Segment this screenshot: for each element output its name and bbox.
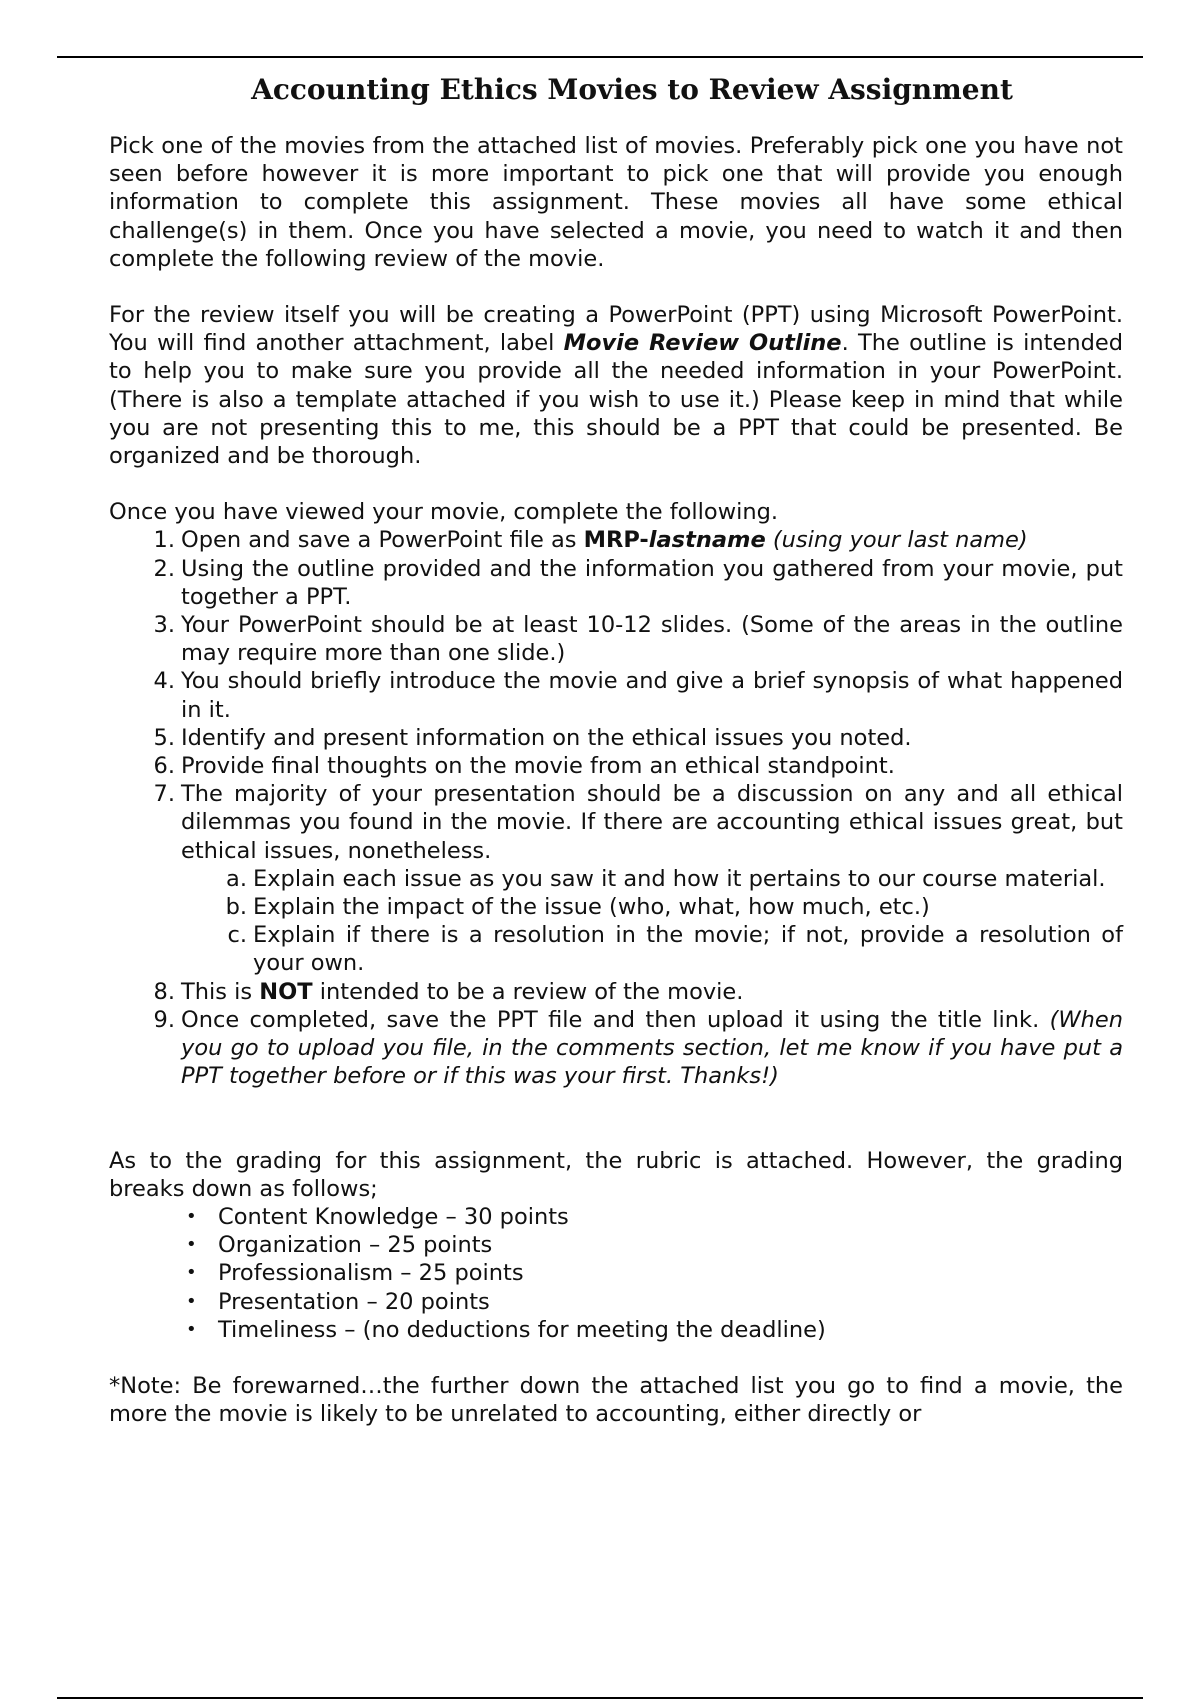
step-number: 3. bbox=[153, 612, 175, 639]
document-title: Accounting Ethics Movies to Review Assignment bbox=[251, 73, 1013, 106]
step-item bbox=[109, 1006, 1123, 1091]
top-rule bbox=[57, 56, 1143, 58]
steps-list bbox=[109, 526, 1123, 1090]
file-prefix: MRP- bbox=[583, 527, 649, 554]
step-text: Using the outline provided and the information you gathered from your movie, put together a PPT. bbox=[181, 555, 1123, 610]
outline-label: Movie Review Outline bbox=[563, 330, 842, 357]
step-number: 4. bbox=[153, 668, 175, 695]
sub-step-item bbox=[181, 921, 1123, 977]
step-number: 8. bbox=[153, 978, 175, 1005]
step-item bbox=[109, 555, 1123, 611]
steps-intro: Once you have viewed your movie, complete the following. bbox=[109, 499, 779, 526]
step-text: intended to be a review of the movie. bbox=[312, 978, 744, 1005]
sub-step-label: b. bbox=[225, 894, 247, 921]
step-item bbox=[109, 978, 1123, 1006]
grading-text: Organization – 25 points bbox=[218, 1232, 493, 1259]
step-item bbox=[109, 611, 1123, 667]
step-number: 5. bbox=[153, 724, 175, 751]
step-text: Identify and present information on the ethical issues you noted. bbox=[181, 724, 912, 751]
step-item bbox=[109, 780, 1123, 977]
bullet-icon: • bbox=[186, 1262, 197, 1284]
step-text: You should briefly introduce the movie and give a brief synopsis of what happened in it. bbox=[181, 668, 1123, 723]
step-item bbox=[109, 526, 1123, 554]
grading-text: Presentation – 20 points bbox=[218, 1288, 490, 1315]
grading-item bbox=[109, 1203, 1123, 1231]
step-item bbox=[109, 724, 1123, 752]
bullet-icon: • bbox=[186, 1205, 197, 1227]
intro-paragraph: Pick one of the movies from the attached list of movies. Preferably pick one you have not seen before however it is more important to pick one that will provide you enough information to complete this assignment. These movies all have some ethical challenge(s) in them. Once you have selected a movie, you need to watch it and then complete the following review of the movie. bbox=[109, 133, 1123, 272]
sub-step-item bbox=[181, 865, 1123, 893]
step-note: (When you go to upload you file, in the comments section, let me know if you have put a PPT together before or if this was your first. Thanks!) bbox=[181, 1006, 1123, 1090]
grading-item bbox=[109, 1231, 1123, 1259]
review-paragraph bbox=[109, 301, 1123, 470]
sub-step-label: a. bbox=[226, 865, 247, 892]
step-number: 2. bbox=[153, 555, 175, 582]
grading-text: Professionalism – 25 points bbox=[218, 1260, 524, 1287]
step-text: Provide final thoughts on the movie from an ethical standpoint. bbox=[181, 753, 895, 780]
bullet-icon: • bbox=[186, 1234, 197, 1256]
note-paragraph: *Note: Be forewarned…the further down the attached list you go to find a movie, the more the movie is likely to be unrelated to accounting, either directly or bbox=[109, 1372, 1123, 1428]
bullet-icon: • bbox=[186, 1318, 197, 1340]
step-item bbox=[109, 752, 1123, 780]
step-text: Open and save a PowerPoint file as bbox=[181, 527, 584, 554]
step-number: 6. bbox=[153, 753, 175, 780]
emphasis-not: NOT bbox=[259, 978, 313, 1005]
grading-intro: As to the grading for this assignment, the rubric is attached. However, the grading breaks down as follows; bbox=[109, 1147, 1123, 1202]
step-text: Your PowerPoint should be at least 10-12 slides. (Some of the areas in the outline may require more than one slide.) bbox=[181, 612, 1123, 667]
step-text: This is bbox=[181, 978, 260, 1005]
step-note: (using your last name) bbox=[765, 527, 1028, 554]
bullet-icon: • bbox=[186, 1290, 197, 1312]
step-text: The majority of your presentation should be a discussion on any and all ethical dilemmas you found in the movie. If there are accounting ethical issues great, but ethical issues, nonetheless. bbox=[181, 781, 1123, 864]
document-page bbox=[109, 70, 1123, 1428]
bottom-rule bbox=[57, 1697, 1143, 1699]
step-item bbox=[109, 667, 1123, 723]
grading-item bbox=[109, 1316, 1123, 1344]
step-number: 1. bbox=[153, 527, 175, 554]
sub-step-label: c. bbox=[227, 922, 247, 949]
sub-steps-list bbox=[181, 865, 1123, 978]
grading-text: Content Knowledge – 30 points bbox=[218, 1203, 569, 1230]
review-text-2: . The outline is intended to help you to make sure you provide all the needed information in your PowerPoint. (There is also a template attached if you wish to use it.) Please keep in mind that while you are not presenting this to me, this should be a PPT that could be presented. Be organized and be thorough. bbox=[109, 330, 1123, 470]
step-number: 7. bbox=[153, 781, 175, 808]
grading-item bbox=[109, 1259, 1123, 1287]
review-text-1: For the review itself you will be creating a PowerPoint (PPT) using Microsoft PowerPoint. You will find another attachment, label bbox=[109, 302, 1123, 357]
sub-step-item bbox=[181, 893, 1123, 921]
grading-item bbox=[109, 1288, 1123, 1316]
grading-list bbox=[109, 1203, 1123, 1344]
sub-step-text: Explain if there is a resolution in the movie; if not, provide a resolution of your own. bbox=[253, 922, 1123, 977]
file-lastname: lastname bbox=[648, 527, 766, 554]
sub-step-text: Explain each issue as you saw it and how it pertains to our course material. bbox=[253, 865, 1106, 892]
sub-step-text: Explain the impact of the issue (who, what, how much, etc.) bbox=[253, 894, 930, 921]
step-text: Once completed, save the PPT file and then upload it using the title link. bbox=[181, 1006, 1050, 1033]
grading-text: Timeliness – (no deductions for meeting the deadline) bbox=[218, 1316, 826, 1343]
step-number: 9. bbox=[153, 1006, 175, 1033]
